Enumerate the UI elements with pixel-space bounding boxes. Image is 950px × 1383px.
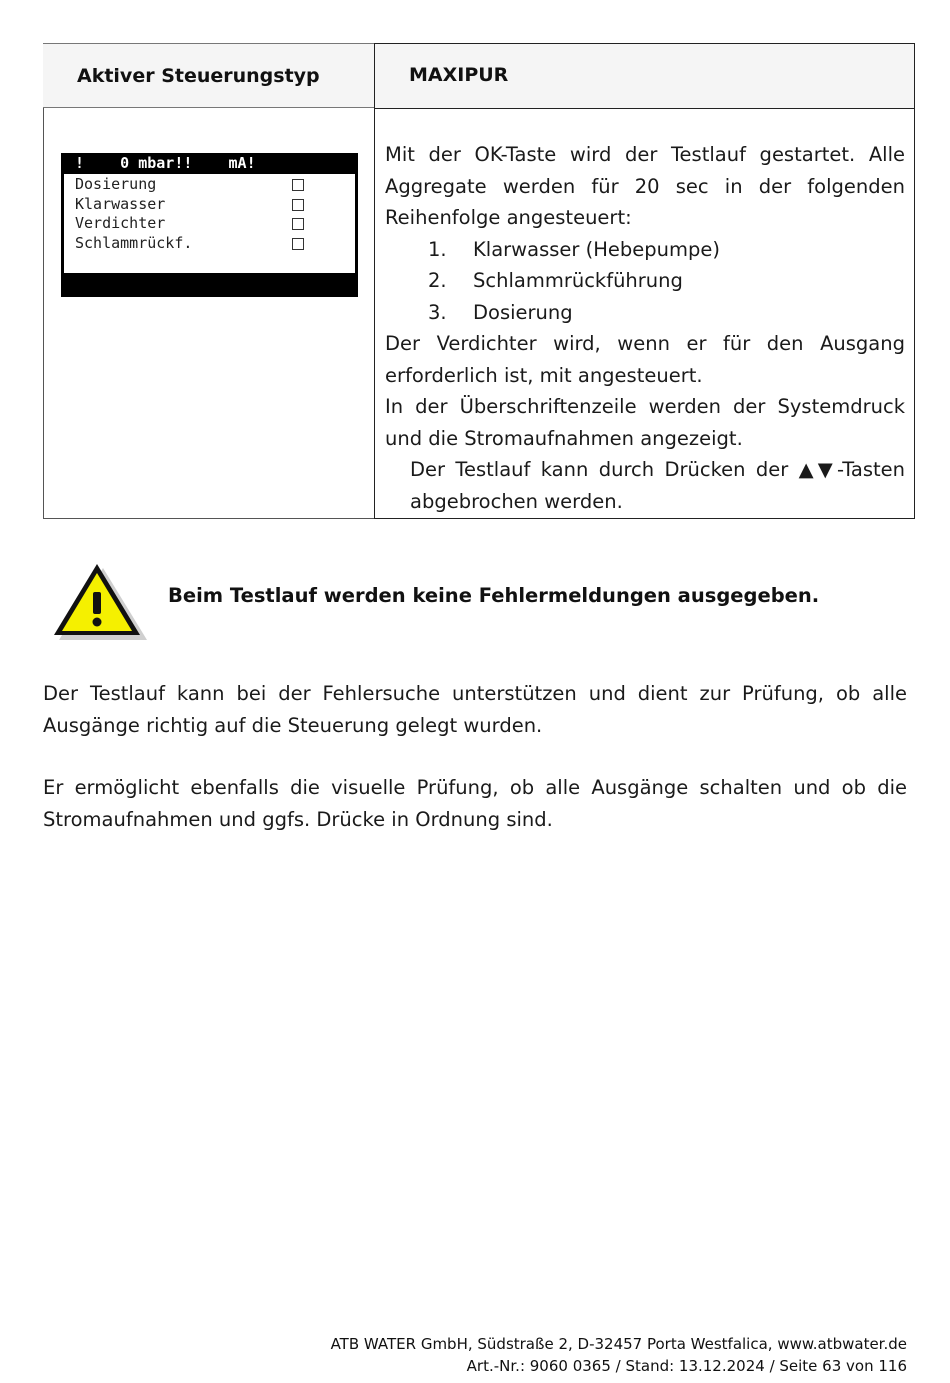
- header-value-maxipur: MAXIPUR: [409, 64, 509, 86]
- list-item: 1. Klarwasser (Hebepumpe): [428, 237, 720, 261]
- header-cell-left: [43, 43, 374, 108]
- paragraph-testlauf-purpose: Der Testlauf kann bei der Fehlersuche unterstützen und dient zur Prüfung, ob alle Ausgänge richtig auf die Steuerung gelegt wurden.: [43, 682, 907, 737]
- verdichter-text: Der Verdichter wird, wenn er für den Ausgang erforderlich ist, mit angesteuert.: [385, 332, 905, 387]
- footer-article-info: Art.-Nr.: 9060 0365 / Stand: 13.12.2024 / Seite 63 von 116: [466, 1357, 907, 1375]
- checkbox-dosierung: [292, 179, 304, 191]
- checkbox-klarwasser: [292, 199, 304, 211]
- paragraph-visual-check: Er ermöglicht ebenfalls die visuelle Prüfung, ob alle Ausgänge schalten und ob die Stromaufnahmen und ggfs. Drücke in Ordnung sind.: [43, 776, 907, 831]
- softkey-scroll: ↑↓Blättern: [237, 336, 328, 354]
- lcd-screen: [64, 174, 355, 273]
- description-cell: [374, 108, 915, 519]
- page-footer: [331, 1333, 907, 1377]
- description-text: [385, 139, 905, 517]
- header-label-control-type: Aktiver Steuerungstyp: [77, 65, 320, 87]
- enter-icon: ↵: [75, 296, 85, 314]
- abort-text: Der Testlauf kann durch Drücken der ▲▼-Tasten abgebrochen werden.: [410, 458, 905, 513]
- lcd-status-line: ! 0 mbar!! mA!: [75, 154, 256, 172]
- header-cell-right: [374, 43, 915, 109]
- lcd-softkey-bar: [61, 275, 358, 354]
- warning-icon: [52, 560, 148, 640]
- lcd-row-dosierung: Dosierung: [75, 175, 157, 193]
- header-info-text: In der Überschriftenzeile werden der Systemdruck und die Stromaufnahmen angezeigt.: [385, 395, 905, 450]
- control-type-table: [43, 43, 915, 519]
- softkey-start: Start: [111, 316, 157, 334]
- list-item: 2. Schlammrückführung: [428, 269, 683, 292]
- lcd-display: [61, 153, 358, 354]
- list-item: 3. Dosierung: [428, 300, 573, 324]
- lcd-row-schlammrueckf: Schlammrückf.: [75, 234, 193, 252]
- intro-text: Mit der OK-Taste wird der Testlauf gestartet. Alle Aggregate werden für 20 sec in der folgenden Reihenfolge angesteuert:: [385, 143, 905, 229]
- checkbox-schlammrueckf: [292, 238, 304, 250]
- lcd-row-verdichter: Verdichter: [75, 214, 166, 232]
- checkbox-verdichter: [292, 218, 304, 230]
- warning-text: Beim Testlauf werden keine Fehlermeldungen ausgegeben.: [168, 584, 820, 607]
- lcd-cell: [43, 108, 375, 519]
- footer-address: ATB WATER GmbH, Südstraße 2, D-32457 Porta Westfalica, www.atbwater.de: [330, 1335, 907, 1353]
- lcd-row-klarwasser: Klarwasser: [75, 195, 166, 213]
